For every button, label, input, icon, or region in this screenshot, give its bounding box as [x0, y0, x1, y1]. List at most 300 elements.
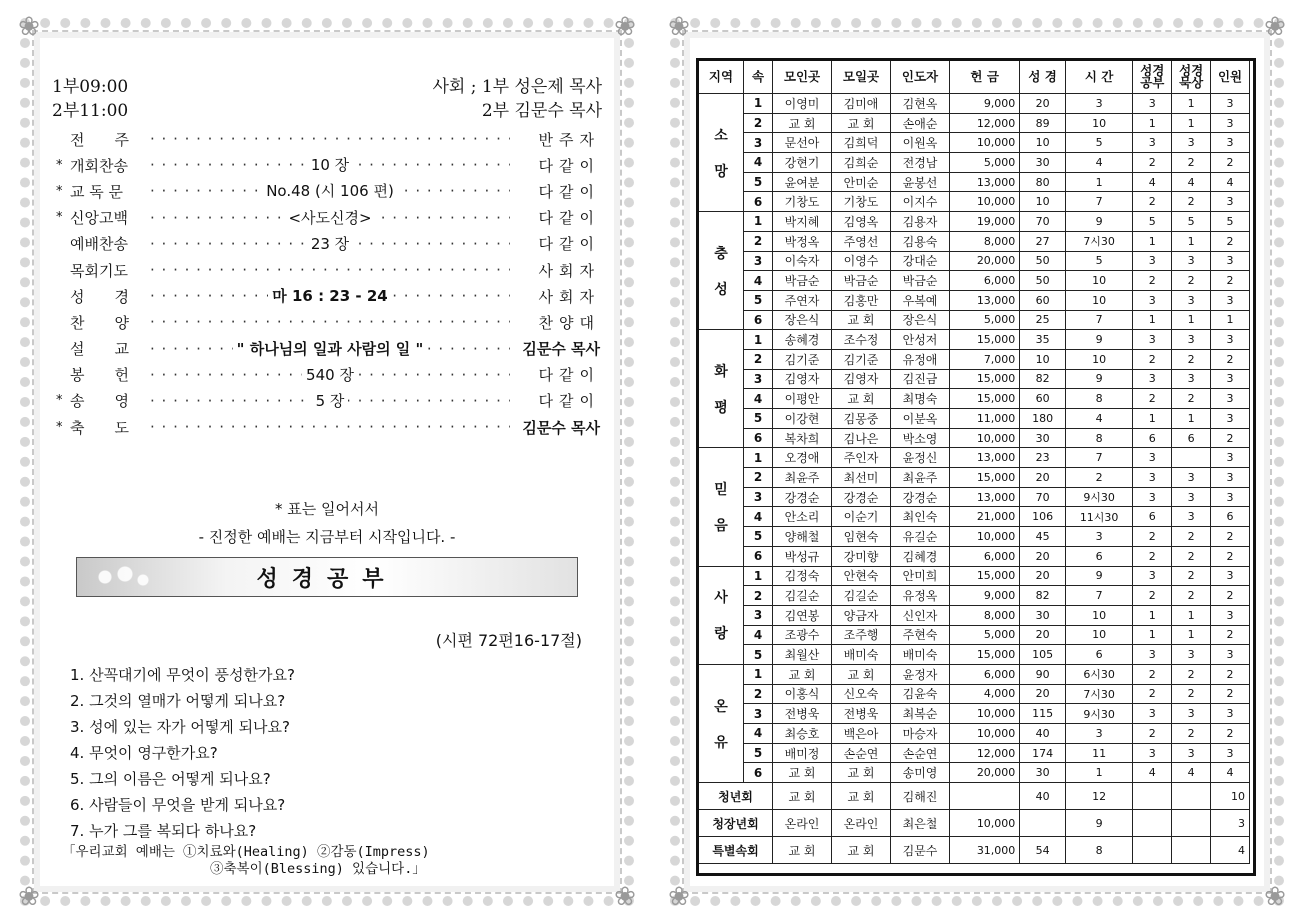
- table-cell: 2: [1133, 271, 1172, 291]
- table-cell: 6: [1172, 428, 1211, 448]
- order-star-marker: *: [56, 419, 63, 435]
- table-cell: 11: [1065, 743, 1132, 763]
- table-cell: 3: [744, 251, 773, 271]
- table-cell: 김몽중: [832, 409, 891, 429]
- region-cell: 충 성: [699, 212, 744, 330]
- table-cell: 2: [1172, 566, 1211, 586]
- table-cell: 10,000: [950, 527, 1020, 547]
- table-cell: 조주행: [832, 625, 891, 645]
- table-row: [699, 704, 1250, 724]
- table-cell: 5: [1065, 133, 1132, 153]
- table-cell: 9: [1065, 212, 1132, 232]
- table-cell: 전병욱: [773, 704, 832, 724]
- table-cell: 1: [1133, 310, 1172, 330]
- table-cell: 2: [1211, 625, 1250, 645]
- table-row: [699, 743, 1250, 763]
- order-item-leader: 김문수 목사: [522, 340, 600, 359]
- table-cell: 27: [1020, 231, 1066, 251]
- order-item-leader: 사회자: [538, 261, 600, 280]
- flower-corner-icon: ❀: [18, 882, 40, 912]
- table-cell: 2: [1211, 153, 1250, 173]
- order-item-leader: 다같이: [538, 209, 600, 228]
- table-cell: 김영자: [832, 369, 891, 389]
- table-column-header: 성경 묵상: [1172, 61, 1211, 94]
- table-row: [699, 664, 1250, 684]
- worship-note: - 진정한 예배는 지금부터 시작입니다. -: [198, 528, 456, 546]
- order-item-detail: 5 장: [312, 392, 349, 410]
- region-cell: 믿 음: [699, 448, 744, 566]
- table-row: [699, 645, 1250, 665]
- table-cell: [1133, 810, 1172, 837]
- table-cell: 4: [1211, 763, 1250, 783]
- table-cell: 9,000: [950, 586, 1020, 606]
- special-group-row: [699, 783, 1250, 810]
- table-cell: 2: [1133, 586, 1172, 606]
- table-cell: 김기준: [832, 349, 891, 369]
- study-question: 5. 그의 이름은 어떻게 되나요?: [70, 770, 271, 788]
- table-cell: 10: [1065, 625, 1132, 645]
- table-cell: 3: [1211, 448, 1250, 468]
- table-cell: 1: [1133, 113, 1172, 133]
- worship-order-row: [56, 152, 600, 178]
- table-cell: 이숙자: [773, 251, 832, 271]
- table-cell: 40: [1020, 724, 1066, 744]
- table-cell: 3: [1172, 290, 1211, 310]
- study-question: 6. 사람들이 무엇을 받게 되나요?: [70, 796, 286, 814]
- table-row: [699, 605, 1250, 625]
- table-cell: 6: [744, 763, 773, 783]
- special-group-row: [699, 837, 1250, 864]
- table-cell: 3: [1133, 290, 1172, 310]
- study-question: 2. 그것의 열매가 어떻게 되나요?: [70, 692, 286, 710]
- table-column-header: 헌 금: [950, 61, 1020, 94]
- table-cell: 배미정: [773, 743, 832, 763]
- table-cell: 5,000: [950, 625, 1020, 645]
- worship-order-row: [56, 414, 600, 440]
- table-cell: 최승호: [773, 724, 832, 744]
- table-cell: 3: [1172, 330, 1211, 350]
- order-item-detail: 10 장: [307, 156, 353, 174]
- table-row: [699, 566, 1250, 586]
- table-cell: 2: [744, 468, 773, 488]
- order-item-name: 교 독 문: [70, 182, 124, 201]
- table-cell: 손애순: [891, 113, 950, 133]
- table-cell: 주연자: [773, 290, 832, 310]
- table-cell: 3: [1211, 566, 1250, 586]
- table-cell: 6,000: [950, 546, 1020, 566]
- table-cell: 3: [1172, 645, 1211, 665]
- table-cell: 2: [1172, 684, 1211, 704]
- table-cell: 3: [1211, 330, 1250, 350]
- table-cell: 30: [1020, 428, 1066, 448]
- table-cell: 박성규: [773, 546, 832, 566]
- table-cell: 김홍만: [832, 290, 891, 310]
- table-cell: 3: [1211, 192, 1250, 212]
- table-cell: 13,000: [950, 172, 1020, 192]
- table-cell: 2: [1211, 586, 1250, 606]
- table-row: [699, 586, 1250, 606]
- table-cell: 김진금: [891, 369, 950, 389]
- table-cell: 7: [1065, 448, 1132, 468]
- table-cell: 6: [744, 546, 773, 566]
- flower-corner-icon: ❀: [668, 12, 690, 42]
- table-cell: 김희덕: [832, 133, 891, 153]
- table-cell: 유정옥: [891, 586, 950, 606]
- table-cell: 4: [744, 507, 773, 527]
- table-cell: 김정숙: [773, 566, 832, 586]
- order-leader-dots: [150, 365, 510, 385]
- table-cell: 9: [1065, 330, 1132, 350]
- table-cell: 온라인: [832, 810, 891, 837]
- table-cell: 1: [1172, 605, 1211, 625]
- table-row: [699, 428, 1250, 448]
- table-cell: 10: [1065, 271, 1132, 291]
- table-cell: 5: [1172, 212, 1211, 232]
- table-row: [699, 684, 1250, 704]
- table-row: [699, 409, 1250, 429]
- table-cell: 김해진: [891, 783, 950, 810]
- table-cell: 6: [1133, 507, 1172, 527]
- table-row: [699, 507, 1250, 527]
- table-cell: 3: [1211, 704, 1250, 724]
- table-cell: 김희순: [832, 153, 891, 173]
- table-cell: 3: [1211, 251, 1250, 271]
- table-cell: 105: [1020, 645, 1066, 665]
- table-cell: 10: [1020, 133, 1066, 153]
- table-cell: 기창도: [832, 192, 891, 212]
- table-cell: 2: [1133, 684, 1172, 704]
- table-cell: 온라인: [773, 810, 832, 837]
- order-item-leader: 반주자: [538, 130, 600, 149]
- service-host-1: 사회 ; 1부 성은제 목사: [432, 77, 602, 97]
- table-cell: 2: [1211, 349, 1250, 369]
- table-cell: 손순연: [832, 743, 891, 763]
- table-cell: 배미숙: [891, 645, 950, 665]
- table-cell: 20: [1020, 566, 1066, 586]
- table-cell: 3: [1211, 94, 1250, 114]
- table-cell: 15,000: [950, 566, 1020, 586]
- table-row: [699, 172, 1250, 192]
- table-column-header: 시 간: [1065, 61, 1132, 94]
- table-cell: 유길순: [891, 527, 950, 547]
- table-cell: 최인숙: [891, 507, 950, 527]
- table-cell: 2: [1211, 428, 1250, 448]
- table-column-header: 모인곳: [773, 61, 832, 94]
- table-cell: 15,000: [950, 468, 1020, 488]
- table-cell: 1: [744, 566, 773, 586]
- table-cell: 9: [1065, 810, 1132, 837]
- table-cell: 신인자: [891, 605, 950, 625]
- table-cell: 안미순: [832, 172, 891, 192]
- table-cell: 2: [744, 349, 773, 369]
- table-cell: 10: [1020, 349, 1066, 369]
- order-item-leader: 다같이: [538, 366, 600, 385]
- table-cell: 3: [1211, 113, 1250, 133]
- table-cell: 교 회: [832, 664, 891, 684]
- table-cell: 1: [744, 94, 773, 114]
- table-cell: 교 회: [773, 837, 832, 864]
- table-cell: 1: [1133, 605, 1172, 625]
- order-star-marker: *: [56, 393, 63, 409]
- table-cell: 손순연: [891, 743, 950, 763]
- table-cell: 2: [1172, 724, 1211, 744]
- table-column-header: 인도자: [891, 61, 950, 94]
- table-cell: 5,000: [950, 310, 1020, 330]
- table-cell: 윤정자: [891, 664, 950, 684]
- region-cell: 사 랑: [699, 566, 744, 664]
- table-cell: 3: [744, 605, 773, 625]
- table-cell: 7,000: [950, 349, 1020, 369]
- table-cell: 40: [1020, 783, 1066, 810]
- table-cell: 2: [1133, 349, 1172, 369]
- table-cell: 70: [1020, 487, 1066, 507]
- table-cell: 장은식: [891, 310, 950, 330]
- table-cell: 이영수: [832, 251, 891, 271]
- table-cell: 25: [1020, 310, 1066, 330]
- table-cell: 90: [1020, 664, 1066, 684]
- table-cell: 윤정신: [891, 448, 950, 468]
- table-cell: 강현기: [773, 153, 832, 173]
- table-cell: 주인자: [832, 448, 891, 468]
- table-cell: 50: [1020, 271, 1066, 291]
- table-cell: 3: [1133, 251, 1172, 271]
- region-cell: 소 망: [699, 94, 744, 212]
- table-cell: 3: [744, 369, 773, 389]
- table-cell: 오경애: [773, 448, 832, 468]
- table-cell: 전경남: [891, 153, 950, 173]
- table-cell: 2: [1133, 724, 1172, 744]
- order-item-leader: 다같이: [538, 235, 600, 254]
- table-cell: 3: [1172, 743, 1211, 763]
- table-cell: 4: [1133, 172, 1172, 192]
- table-cell: 조광수: [773, 625, 832, 645]
- worship-order-row: [56, 205, 600, 231]
- table-cell: 기창도: [773, 192, 832, 212]
- table-cell: 54: [1020, 837, 1066, 864]
- table-cell: 8: [1065, 837, 1132, 864]
- table-cell: 6시30: [1065, 664, 1132, 684]
- study-questions: [70, 662, 295, 844]
- table-cell: 2: [1133, 664, 1172, 684]
- table-cell: 5: [1133, 212, 1172, 232]
- table-cell: 19,000: [950, 212, 1020, 232]
- table-cell: 교 회: [832, 837, 891, 864]
- table-cell: 9,000: [950, 94, 1020, 114]
- table-cell: 8: [1065, 389, 1132, 409]
- table-cell: 김기준: [773, 349, 832, 369]
- table-cell: 안미희: [891, 566, 950, 586]
- table-cell: 7시30: [1065, 684, 1132, 704]
- table-cell: 최명숙: [891, 389, 950, 409]
- flower-corner-icon: ❀: [614, 12, 636, 42]
- table-cell: 20,000: [950, 251, 1020, 271]
- table-cell: 마승자: [891, 724, 950, 744]
- table-cell: 1: [1133, 409, 1172, 429]
- table-cell: 이순기: [832, 507, 891, 527]
- table-cell: 3: [1211, 645, 1250, 665]
- table-cell: 이평안: [773, 389, 832, 409]
- worship-order-row: [56, 362, 600, 388]
- table-cell: 4: [1172, 172, 1211, 192]
- table-cell: 김혜경: [891, 546, 950, 566]
- table-cell: 2: [1133, 546, 1172, 566]
- table-cell: 6: [1211, 507, 1250, 527]
- table-row: [699, 212, 1250, 232]
- table-cell: 1: [1133, 231, 1172, 251]
- table-cell: 13,000: [950, 487, 1020, 507]
- cell-group-attendance-table: [698, 60, 1250, 864]
- table-cell: 5: [1065, 251, 1132, 271]
- table-cell: 이영미: [773, 94, 832, 114]
- table-cell: 6: [1065, 546, 1132, 566]
- table-cell: 2: [1065, 468, 1132, 488]
- order-leader-dots: [150, 155, 510, 175]
- table-cell: 82: [1020, 369, 1066, 389]
- table-cell: [1133, 783, 1172, 810]
- order-item-leader: 다같이: [538, 156, 600, 175]
- table-cell: 20: [1020, 684, 1066, 704]
- table-cell: 4,000: [950, 684, 1020, 704]
- scripture-reference: (시편 72편16-17절): [435, 631, 582, 650]
- table-cell: 5,000: [950, 153, 1020, 173]
- table-cell: 김용자: [891, 212, 950, 232]
- worship-order-row: [56, 126, 600, 152]
- table-cell: 신오숙: [832, 684, 891, 704]
- order-leader-dots: [150, 391, 510, 411]
- table-row: [699, 546, 1250, 566]
- table-cell: 1: [1172, 625, 1211, 645]
- table-cell: 3: [1172, 133, 1211, 153]
- table-cell: 23: [1020, 448, 1066, 468]
- table-cell: 3: [1172, 369, 1211, 389]
- table-cell: 13,000: [950, 448, 1020, 468]
- study-question: 3. 성에 있는 자가 어떻게 되나요?: [70, 718, 290, 736]
- table-cell: 89: [1020, 113, 1066, 133]
- table-cell: 6: [744, 192, 773, 212]
- table-cell: 1: [744, 330, 773, 350]
- table-cell: 2: [1172, 664, 1211, 684]
- bible-study-title: 성경공부: [256, 567, 398, 592]
- table-cell: 최선미: [832, 468, 891, 488]
- flower-corner-icon: ❀: [668, 882, 690, 912]
- table-row: [699, 113, 1250, 133]
- study-question: 1. 산꼭대기에 무엇이 풍성한가요?: [70, 666, 295, 684]
- table-cell: 김윤숙: [891, 684, 950, 704]
- order-item-detail: 마 16 : 23 - 24: [268, 287, 391, 305]
- table-cell: 10,000: [950, 192, 1020, 212]
- table-cell: 4: [744, 724, 773, 744]
- table-cell: 82: [1020, 586, 1066, 606]
- table-cell: 3: [1211, 605, 1250, 625]
- table-cell: 2: [1172, 389, 1211, 409]
- table-cell: 3: [1211, 133, 1250, 153]
- order-leader-dots: [150, 312, 510, 332]
- table-header-row: [699, 61, 1250, 94]
- table-column-header: 지역: [699, 61, 744, 94]
- table-cell: 4: [1065, 409, 1132, 429]
- order-item-leader: 김문수 목사: [522, 418, 600, 437]
- table-cell: 교 회: [832, 113, 891, 133]
- table-cell: 10,000: [950, 724, 1020, 744]
- order-leader-dots: [150, 181, 510, 201]
- table-cell: 김현옥: [891, 94, 950, 114]
- table-cell: 김미애: [832, 94, 891, 114]
- table-cell: 4: [744, 271, 773, 291]
- table-cell: 3: [1172, 251, 1211, 271]
- table-cell: 3: [1211, 743, 1250, 763]
- motto-line-1: 「우리교회 예배는 ①치료와(Healing) ②감동(Impress): [62, 844, 430, 860]
- table-cell: 2: [1211, 664, 1250, 684]
- table-cell: 박지혜: [773, 212, 832, 232]
- table-cell: 3: [1133, 704, 1172, 724]
- order-star-marker: *: [56, 183, 63, 199]
- order-leader-dots: [150, 260, 510, 280]
- table-cell: 45: [1020, 527, 1066, 547]
- table-cell: 복차희: [773, 428, 832, 448]
- table-cell: 강미향: [832, 546, 891, 566]
- table-cell: 3: [1172, 468, 1211, 488]
- table-cell: 6: [1065, 645, 1132, 665]
- flower-corner-icon: ❀: [18, 12, 40, 42]
- church-motto: [62, 844, 430, 878]
- table-cell: 문선아: [773, 133, 832, 153]
- table-cell: 3: [1172, 704, 1211, 724]
- table-cell: 김문수: [891, 837, 950, 864]
- table-cell: 1: [744, 448, 773, 468]
- table-cell: 2: [1133, 192, 1172, 212]
- table-cell: 5: [744, 172, 773, 192]
- table-cell: 3: [1172, 487, 1211, 507]
- bulletin-right-page: [668, 12, 1286, 912]
- table-cell: 김길순: [832, 586, 891, 606]
- table-cell: 3: [1211, 409, 1250, 429]
- table-row: [699, 527, 1250, 547]
- table-cell: 106: [1020, 507, 1066, 527]
- table-cell: 박금순: [773, 271, 832, 291]
- order-star-marker: *: [56, 210, 63, 226]
- service-host-2: 2부 김문수 목사: [481, 101, 602, 121]
- order-item-detail: <사도신경>: [284, 209, 375, 227]
- bible-study-banner: [76, 557, 578, 597]
- table-cell: 3: [1172, 507, 1211, 527]
- table-cell: 15,000: [950, 369, 1020, 389]
- table-cell: 안소리: [773, 507, 832, 527]
- table-row: [699, 389, 1250, 409]
- table-cell: 3: [744, 133, 773, 153]
- order-item-leader: 찬양대: [538, 313, 600, 332]
- table-cell: 2: [744, 586, 773, 606]
- table-cell: 20: [1020, 625, 1066, 645]
- table-cell: 안현숙: [832, 566, 891, 586]
- table-cell: 8,000: [950, 605, 1020, 625]
- table-cell: 유정애: [891, 349, 950, 369]
- order-item-name: 성 경: [70, 287, 129, 306]
- table-cell: 최윤주: [891, 468, 950, 488]
- table-cell: 박정옥: [773, 231, 832, 251]
- table-cell: 최은철: [891, 810, 950, 837]
- table-cell: 31,000: [950, 837, 1020, 864]
- table-cell: 10: [1065, 605, 1132, 625]
- table-cell: 20: [1020, 546, 1066, 566]
- table-cell: 12,000: [950, 743, 1020, 763]
- table-cell: 윤여분: [773, 172, 832, 192]
- table-cell: 3: [1133, 468, 1172, 488]
- table-cell: 4: [1211, 837, 1250, 864]
- table-cell: 6: [744, 310, 773, 330]
- table-cell: 1: [1172, 113, 1211, 133]
- table-cell: 우복예: [891, 290, 950, 310]
- table-row: [699, 271, 1250, 291]
